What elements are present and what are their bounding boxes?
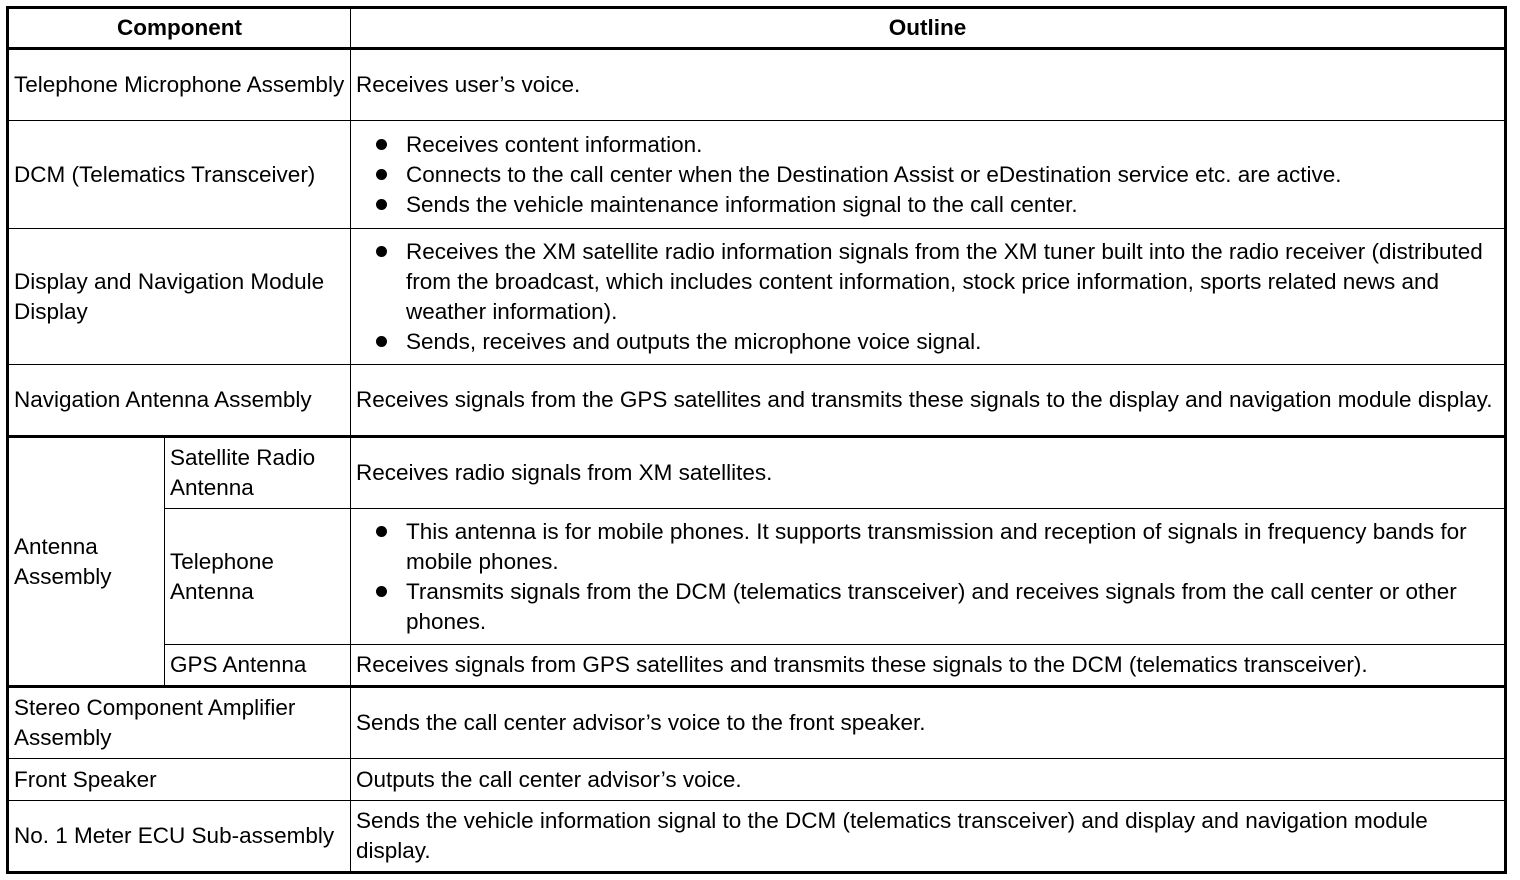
table-row: [8, 437, 1506, 509]
table-row: [8, 229, 1506, 365]
outline-cell: Sends the vehicle information signal to the DCM (telematics transceiver) and display and navigation module display.: [351, 801, 1506, 873]
table-row: [8, 509, 1506, 645]
table-row: [8, 801, 1506, 873]
table-row: [8, 759, 1506, 801]
subcomponent-cell: GPS Antenna: [165, 645, 351, 687]
component-table: [6, 6, 1507, 874]
component-cell: Telephone Microphone Assembly: [8, 49, 351, 121]
outline-cell: [351, 509, 1506, 645]
bullet-list: [356, 513, 1499, 641]
component-cell: No. 1 Meter ECU Sub-assembly: [8, 801, 351, 873]
outline-cell: Receives signals from the GPS satellites and transmits these signals to the display and navigation module display.: [351, 365, 1506, 437]
outline-cell: Receives signals from GPS satellites and transmits these signals to the DCM (telematics transceiver).: [351, 645, 1506, 687]
table-row: [8, 645, 1506, 687]
bullet-item: Receives content information.: [356, 130, 1499, 160]
subcomponent-cell: Satellite Radio Antenna: [165, 437, 351, 509]
table-row: [8, 49, 1506, 121]
outline-cell: Sends the call center advisor’s voice to the front speaker.: [351, 687, 1506, 759]
table-row: [8, 121, 1506, 229]
subcomponent-cell: Telephone Antenna: [165, 509, 351, 645]
component-cell: Navigation Antenna Assembly: [8, 365, 351, 437]
outline-cell: Receives radio signals from XM satellites.: [351, 437, 1506, 509]
component-cell: Stereo Component Amplifier Assembly: [8, 687, 351, 759]
bullet-item: Transmits signals from the DCM (telematics transceiver) and receives signals from the call center or other phones.: [356, 577, 1499, 637]
component-cell: Display and Navigation Module Display: [8, 229, 351, 365]
bullet-item: Receives the XM satellite radio information signals from the XM tuner built into the radio receiver (distributed from the broadcast, which includes content information, stock price information, sports related news and weather information).: [356, 237, 1499, 327]
table-row: [8, 687, 1506, 759]
component-cell: DCM (Telematics Transceiver): [8, 121, 351, 229]
outline-cell: [351, 229, 1506, 365]
outline-cell: [351, 121, 1506, 229]
component-cell: Front Speaker: [8, 759, 351, 801]
bullet-item: Connects to the call center when the Destination Assist or eDestination service etc. are active.: [356, 160, 1499, 190]
bullet-item: Sends the vehicle maintenance information signal to the call center.: [356, 190, 1499, 220]
outline-cell: Receives user’s voice.: [351, 49, 1506, 121]
bullet-item: This antenna is for mobile phones. It supports transmission and reception of signals in frequency bands for mobile phones.: [356, 517, 1499, 577]
bullet-list: [356, 126, 1499, 224]
component-group-cell: Antenna Assembly: [8, 437, 165, 687]
bullet-item: Sends, receives and outputs the microphone voice signal.: [356, 327, 1499, 357]
table-row: [8, 365, 1506, 437]
header-outline: Outline: [351, 8, 1506, 49]
header-component: Component: [8, 8, 351, 49]
bullet-list: [356, 233, 1499, 361]
header-row: [8, 8, 1506, 49]
outline-cell: Outputs the call center advisor’s voice.: [351, 759, 1506, 801]
